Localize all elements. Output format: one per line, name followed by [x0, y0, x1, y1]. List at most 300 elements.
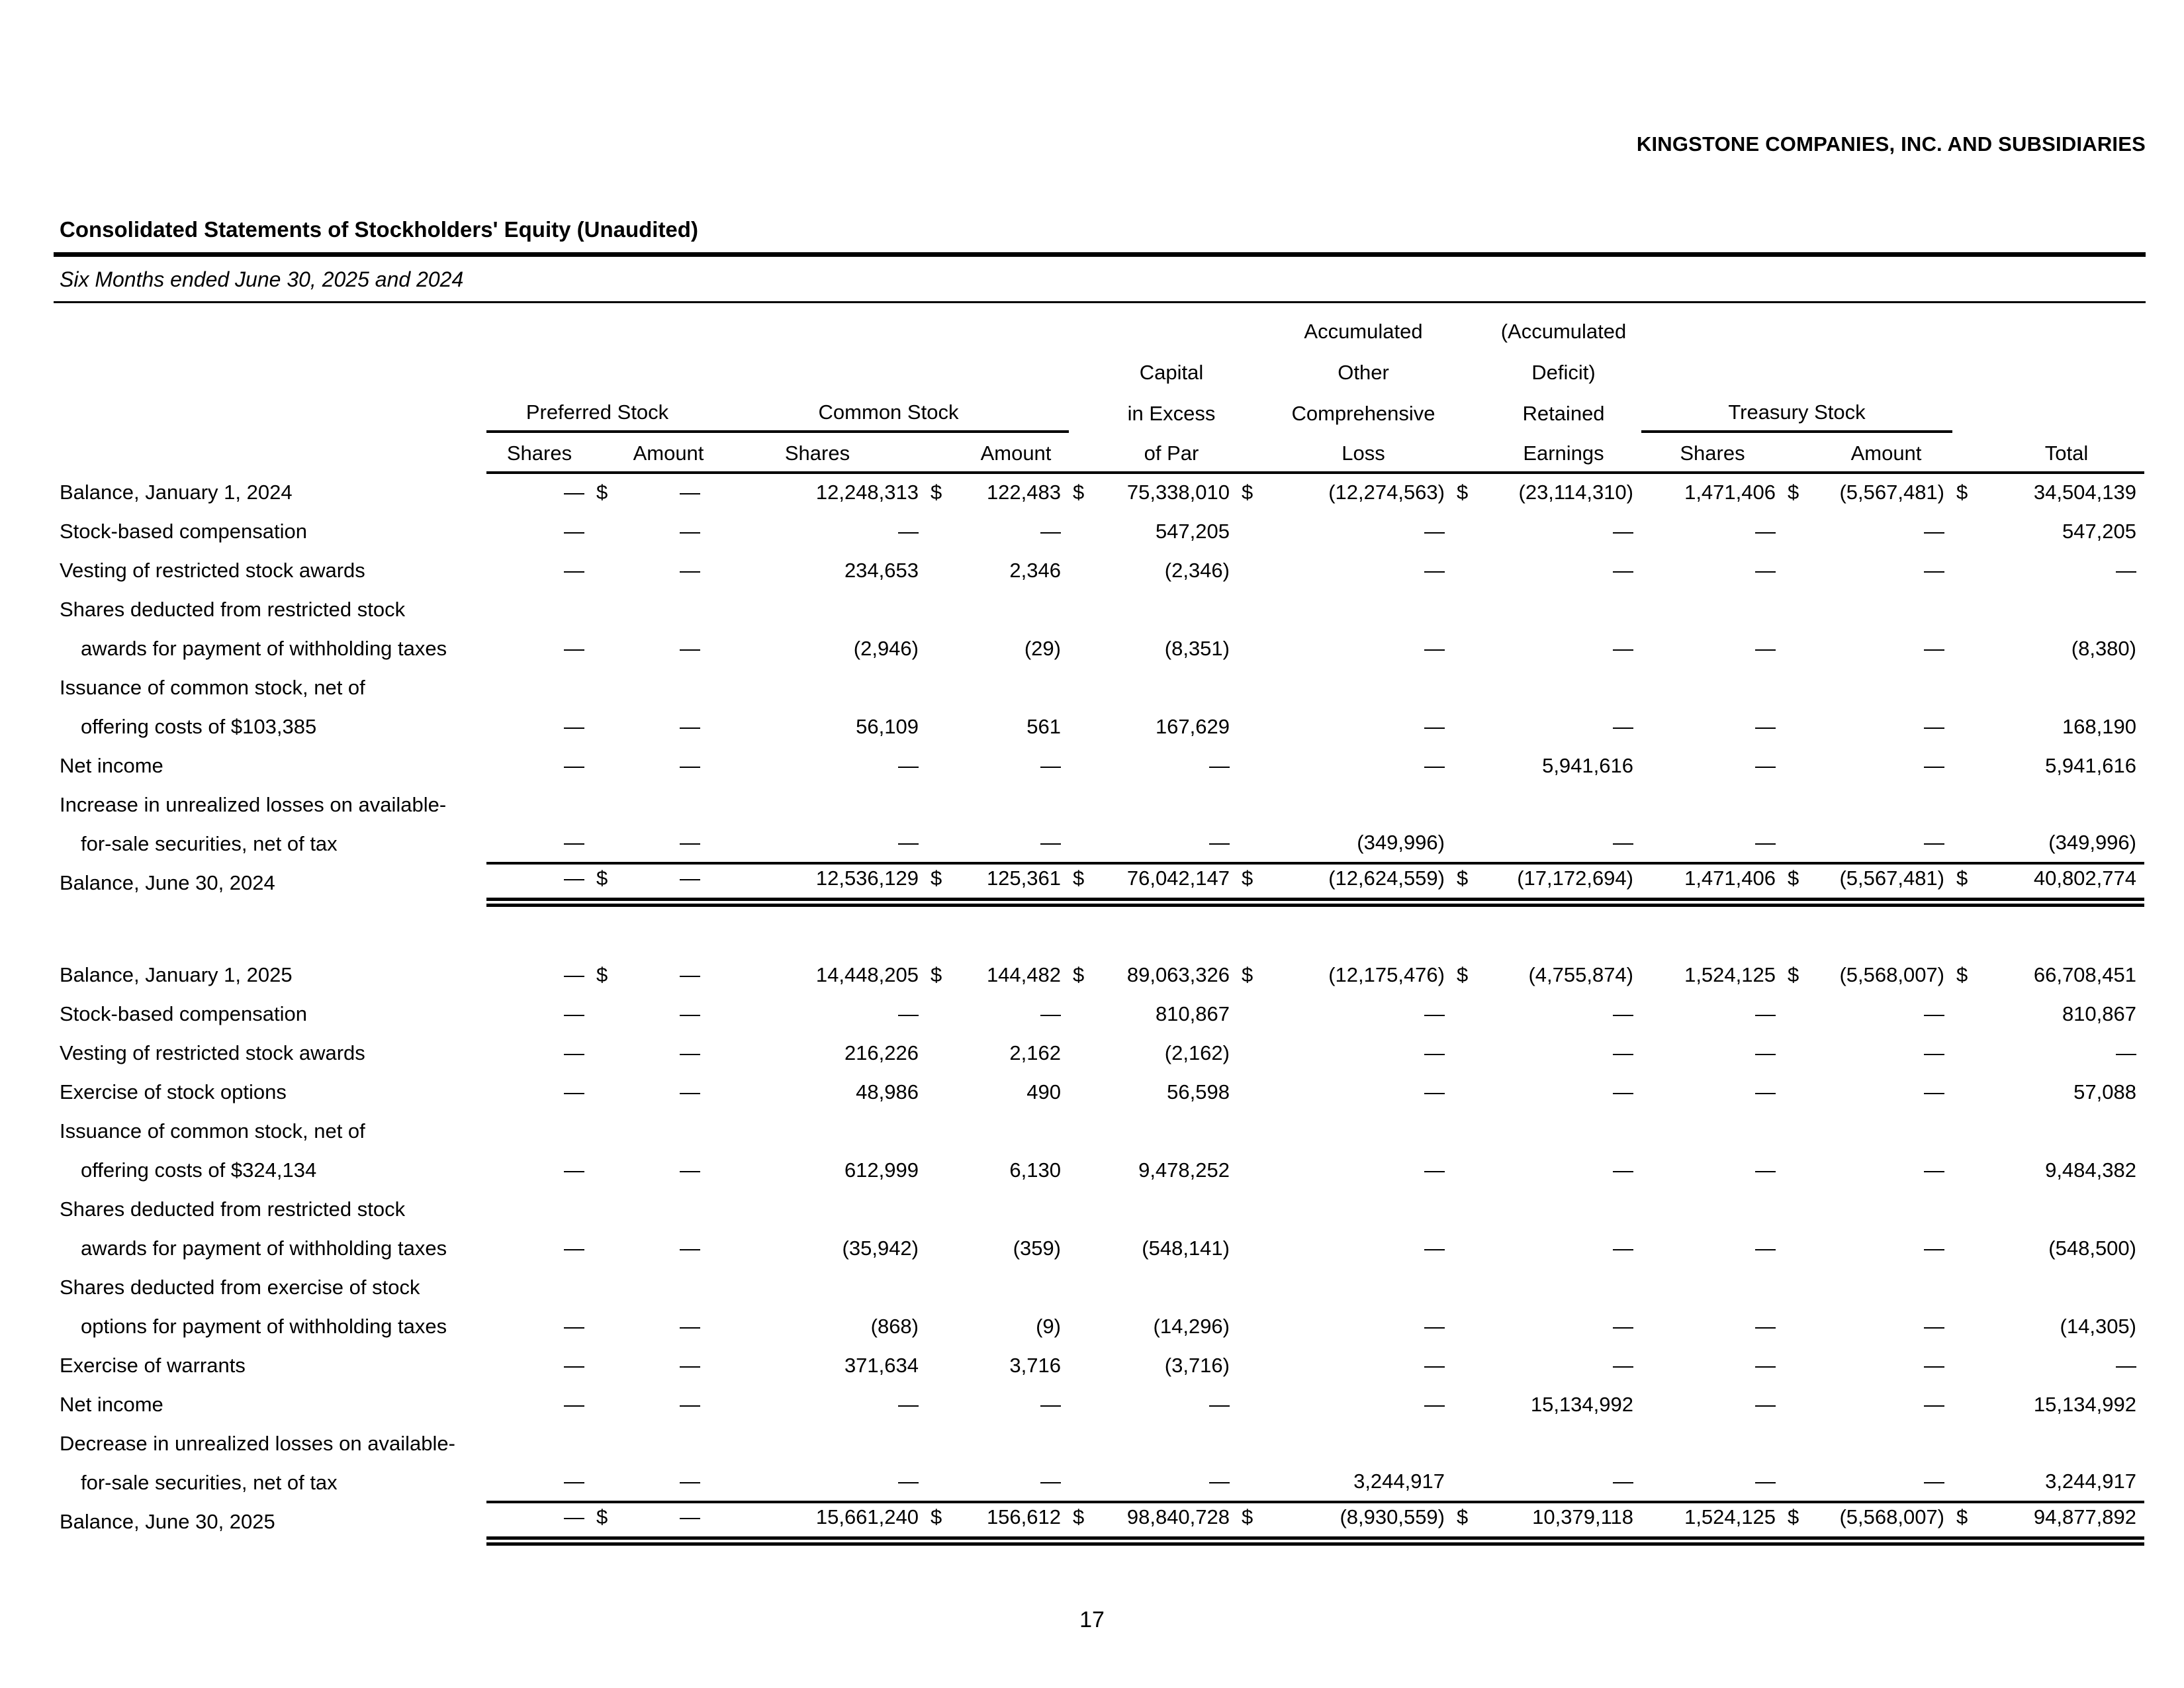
cell-value: —	[1924, 831, 1944, 854]
cell-value: —	[680, 754, 700, 777]
header-retained-line2: Deficit)	[1531, 361, 1596, 384]
row-label: for-sale securities, net of tax	[81, 832, 338, 855]
cell-value: —	[564, 1158, 584, 1182]
cell-value: —	[1424, 559, 1445, 582]
cell-value: (2,162)	[1164, 1041, 1230, 1064]
cell-value: (29)	[1024, 637, 1061, 660]
cell-currency	[1453, 1229, 1486, 1268]
cell-currency	[1238, 1229, 1274, 1268]
cell-value: 48,986	[856, 1080, 919, 1103]
cell-currency	[927, 1385, 963, 1424]
table-row	[60, 863, 2144, 902]
header-preferred-amount: Amount	[629, 432, 708, 473]
cell-value: —	[1040, 1002, 1061, 1025]
cell-value: —	[486, 863, 592, 902]
cell-currency	[1238, 1307, 1274, 1346]
cell-currency	[592, 1307, 629, 1346]
cell-value: 216,226	[844, 1041, 919, 1064]
cell-value: 14,448,205	[815, 963, 919, 986]
cell-currency	[592, 1385, 629, 1424]
cell-currency	[927, 629, 963, 668]
cell-value: —	[1613, 1080, 1633, 1103]
cell-value: —	[680, 1393, 700, 1416]
cell-currency	[927, 1033, 963, 1072]
cell-value: —	[1613, 559, 1633, 582]
cell-value: —	[898, 1470, 919, 1493]
cell-value: —	[1424, 1393, 1445, 1416]
cell-currency	[592, 1150, 629, 1190]
cell-currency	[1453, 1307, 1486, 1346]
cell-value: (8,930,559)	[1274, 1502, 1453, 1541]
row-label: Exercise of stock options	[60, 1080, 287, 1103]
cell-currency	[1784, 1150, 1820, 1190]
cell-currency	[592, 994, 629, 1033]
cell-value: 167,629	[1155, 715, 1230, 738]
cell-value: —	[898, 1393, 919, 1416]
row-label: Issuance of common stock, net of	[60, 1119, 365, 1143]
header-treasury-shares: Shares	[1641, 432, 1784, 473]
row-label: Net income	[60, 754, 163, 777]
cell-value: 547,205	[2062, 520, 2136, 543]
cell-currency	[592, 1072, 629, 1111]
cell-currency	[1784, 1385, 1820, 1424]
cell-currency	[1952, 1072, 1989, 1111]
cell-currency	[1784, 746, 1820, 785]
table-row	[60, 785, 2144, 824]
cell-currency	[927, 746, 963, 785]
cell-value: 76,042,147	[1105, 863, 1238, 902]
cell-value: —	[898, 520, 919, 543]
cell-value: —	[1613, 1354, 1633, 1377]
cell-currency	[1952, 994, 1989, 1033]
cell-currency: $	[1242, 963, 1253, 986]
cell-value: 34,504,139	[2033, 481, 2136, 504]
cell-value: —	[1924, 520, 1944, 543]
table-row	[60, 512, 2144, 551]
row-label: Issuance of common stock, net of	[60, 676, 365, 699]
header-capital-line3: of Par	[1105, 432, 1238, 473]
row-label: Stock-based compensation	[60, 520, 307, 543]
cell-currency	[1952, 1346, 1989, 1385]
cell-currency	[927, 1229, 963, 1268]
cell-currency	[592, 1033, 629, 1072]
table-row	[60, 590, 2144, 629]
cell-value: —	[1755, 1315, 1776, 1338]
table-row	[60, 1072, 2144, 1111]
cell-currency	[1238, 1150, 1274, 1190]
cell-value: 10,379,118	[1486, 1502, 1641, 1541]
cell-value: (14,296)	[1153, 1315, 1230, 1338]
cell-currency	[1453, 1150, 1486, 1190]
cell-currency	[927, 551, 963, 590]
cell-currency: $	[1952, 1502, 1989, 1541]
cell-value: 3,244,917	[2045, 1470, 2136, 1493]
cell-currency: $	[1784, 863, 1820, 902]
cell-value: —	[1613, 1158, 1633, 1182]
cell-value: 89,063,326	[1126, 963, 1230, 986]
header-retained-line3: Retained	[1522, 402, 1605, 425]
cell-currency: $	[1457, 481, 1469, 504]
cell-currency	[1238, 1033, 1274, 1072]
row-label: Stock-based compensation	[60, 1002, 307, 1025]
cell-currency	[1952, 551, 1989, 590]
cell-value: 9,478,252	[1138, 1158, 1230, 1182]
cell-value: 66,708,451	[2033, 963, 2136, 986]
cell-currency	[1784, 1229, 1820, 1268]
cell-currency	[927, 994, 963, 1033]
cell-value: —	[680, 481, 700, 504]
cell-value: —	[1755, 1237, 1776, 1260]
row-label: Increase in unrealized losses on available-	[60, 793, 447, 816]
cell-value: 547,205	[1155, 520, 1230, 543]
table-row	[60, 1229, 2144, 1268]
cell-currency	[1952, 1307, 1989, 1346]
cell-value: —	[1040, 1393, 1061, 1416]
cell-currency	[592, 551, 629, 590]
cell-value: —	[1924, 1315, 1944, 1338]
cell-currency: $	[1073, 481, 1085, 504]
cell-value: 1,524,125	[1684, 963, 1776, 986]
cell-value: 75,338,010	[1126, 481, 1230, 504]
header-common-stock-group: Common Stock	[708, 391, 1069, 432]
cell-currency	[1238, 1463, 1274, 1502]
row-label: awards for payment of withholding taxes	[81, 637, 447, 660]
table-row	[60, 994, 2144, 1033]
header-retained-line4: Earnings	[1486, 432, 1641, 473]
cell-currency	[1453, 746, 1486, 785]
cell-value: (359)	[1013, 1237, 1061, 1260]
cell-currency: $	[1784, 1502, 1820, 1541]
cell-value: —	[1755, 1354, 1776, 1377]
cell-currency: $	[1788, 963, 1799, 986]
header-row-3	[60, 391, 2144, 432]
cell-value: —	[1755, 715, 1776, 738]
cell-currency	[1952, 707, 1989, 746]
cell-value: (349,996)	[1357, 831, 1445, 854]
cell-value: 9,484,382	[2045, 1158, 2136, 1182]
cell-value: (17,172,694)	[1486, 863, 1641, 902]
page-number: 17	[1079, 1607, 1105, 1632]
cell-value: 57,088	[2073, 1080, 2136, 1103]
cell-value: —	[1424, 1354, 1445, 1377]
row-label: offering costs of $324,134	[81, 1158, 317, 1182]
cell-currency	[1453, 1463, 1486, 1502]
header-treasury-stock-group: Treasury Stock	[1641, 391, 1952, 432]
cell-currency	[1784, 629, 1820, 668]
cell-value: —	[1755, 559, 1776, 582]
row-label: Shares deducted from restricted stock	[60, 1197, 406, 1221]
cell-currency: $	[931, 963, 942, 986]
cell-value: 490	[1026, 1080, 1061, 1103]
cell-currency	[1784, 1033, 1820, 1072]
period-subtitle: Six Months ended June 30, 2025 and 2024	[60, 267, 464, 291]
cell-value: —	[564, 520, 584, 543]
cell-value: —	[564, 963, 584, 986]
cell-currency: $	[931, 481, 942, 504]
cell-value: —	[1424, 754, 1445, 777]
header-preferred-shares: Shares	[486, 432, 592, 473]
cell-currency	[927, 1307, 963, 1346]
row-label: offering costs of $103,385	[81, 715, 317, 738]
cell-value: —	[1924, 1041, 1944, 1064]
cell-currency	[1238, 707, 1274, 746]
cell-value: —	[1755, 754, 1776, 777]
cell-value: —	[564, 1002, 584, 1025]
cell-value: —	[1209, 831, 1230, 854]
table-row	[60, 1424, 2144, 1463]
cell-currency: $	[1238, 863, 1274, 902]
cell-currency: $	[1069, 1502, 1105, 1541]
cell-currency	[1952, 1229, 1989, 1268]
cell-value: —	[1755, 1080, 1776, 1103]
table-row	[60, 1268, 2144, 1307]
row-label: Shares deducted from exercise of stock	[60, 1276, 420, 1299]
row-label: Balance, January 1, 2025	[60, 963, 293, 986]
cell-value: (4,755,874)	[1528, 963, 1633, 986]
cell-value: —	[564, 1080, 584, 1103]
cell-value: —	[2116, 1041, 2136, 1064]
cell-value: 40,802,774	[1989, 863, 2144, 902]
table-row	[60, 1463, 2144, 1502]
cell-value: —	[1424, 1041, 1445, 1064]
cell-currency: $	[596, 481, 608, 504]
cell-value: 12,536,129	[708, 863, 927, 902]
cell-value: (14,305)	[2060, 1315, 2136, 1338]
cell-value: —	[1755, 1158, 1776, 1182]
cell-currency	[1952, 1150, 1989, 1190]
cell-value: —	[1924, 1470, 1944, 1493]
cell-currency	[1238, 551, 1274, 590]
cell-value: 561	[1026, 715, 1061, 738]
cell-value: —	[629, 863, 708, 902]
cell-value: —	[1424, 1080, 1445, 1103]
cell-value: —	[680, 1315, 700, 1338]
header-preferred-stock-group: Preferred Stock	[486, 391, 708, 432]
cell-value: —	[564, 1393, 584, 1416]
cell-value: —	[486, 1502, 592, 1541]
cell-currency	[592, 824, 629, 863]
cell-value: —	[1924, 637, 1944, 660]
cell-value: 122,483	[986, 481, 1061, 504]
cell-value: —	[1613, 520, 1633, 543]
table-row	[60, 1346, 2144, 1385]
table-row	[60, 551, 2144, 590]
cell-value: —	[1040, 754, 1061, 777]
cell-currency	[1069, 512, 1105, 551]
cell-currency	[1069, 1385, 1105, 1424]
table-header	[60, 308, 2144, 473]
cell-value: —	[1209, 1470, 1230, 1493]
cell-currency	[1784, 1307, 1820, 1346]
cell-currency	[1238, 824, 1274, 863]
cell-value: —	[564, 1354, 584, 1377]
cell-value: (5,567,481)	[1820, 863, 1952, 902]
cell-currency	[1952, 1385, 1989, 1424]
cell-value: —	[564, 1315, 584, 1338]
cell-value: —	[1613, 1315, 1633, 1338]
table-row	[60, 1307, 2144, 1346]
cell-currency	[592, 629, 629, 668]
cell-value: 234,653	[844, 559, 919, 582]
table-row	[60, 955, 2144, 994]
header-aoci-line4: Loss	[1274, 432, 1453, 473]
cell-currency	[1784, 707, 1820, 746]
cell-currency	[1952, 824, 1989, 863]
cell-value: —	[898, 1002, 919, 1025]
cell-value: 144,482	[986, 963, 1061, 986]
cell-value: —	[1613, 831, 1633, 854]
cell-value: —	[564, 1470, 584, 1493]
row-label: Exercise of warrants	[60, 1354, 246, 1377]
cell-currency	[1453, 1385, 1486, 1424]
cell-currency	[1238, 746, 1274, 785]
cell-currency	[1952, 1033, 1989, 1072]
cell-value: —	[564, 637, 584, 660]
cell-currency	[927, 1072, 963, 1111]
cell-value: 168,190	[2062, 715, 2136, 738]
cell-value: 125,361	[963, 863, 1069, 902]
cell-value: (548,141)	[1142, 1237, 1230, 1260]
cell-value: —	[1424, 520, 1445, 543]
cell-value: (868)	[870, 1315, 919, 1338]
cell-value: —	[680, 963, 700, 986]
cell-value: 2,162	[1009, 1041, 1061, 1064]
cell-currency	[592, 707, 629, 746]
cell-currency: $	[1069, 863, 1105, 902]
company-header: KINGSTONE COMPANIES, INC. AND SUBSIDIARIES	[1636, 132, 2146, 156]
cell-value: —	[680, 1158, 700, 1182]
cell-value: 3,244,917	[1353, 1470, 1445, 1493]
cell-value: (8,380)	[2071, 637, 2136, 660]
header-retained-line1: (Accumulated	[1500, 320, 1627, 343]
statement-content	[60, 217, 2146, 1546]
cell-currency	[1453, 707, 1486, 746]
cell-value: —	[1613, 637, 1633, 660]
cell-value: 15,134,992	[2033, 1393, 2136, 1416]
cell-currency	[592, 512, 629, 551]
cell-currency	[1069, 707, 1105, 746]
cell-value: —	[564, 1237, 584, 1260]
cell-value: (3,716)	[1164, 1354, 1230, 1377]
row-label: Decrease in unrealized losses on available-	[60, 1432, 455, 1455]
cell-currency: $	[927, 863, 963, 902]
cell-currency	[1952, 746, 1989, 785]
cell-value: —	[680, 637, 700, 660]
cell-currency: $	[592, 1502, 629, 1541]
row-label: Balance, June 30, 2024	[60, 871, 275, 894]
cell-currency	[1238, 1385, 1274, 1424]
cell-currency	[1238, 629, 1274, 668]
cell-value: 56,109	[856, 715, 919, 738]
cell-value: (349,996)	[2048, 831, 2136, 854]
cell-value: —	[1924, 1158, 1944, 1182]
row-label: for-sale securities, net of tax	[81, 1471, 338, 1494]
stockholders-equity-table	[60, 308, 2144, 1546]
cell-value: 810,867	[1155, 1002, 1230, 1025]
cell-value: —	[1424, 1237, 1445, 1260]
cell-value: —	[1613, 1470, 1633, 1493]
row-label: Shares deducted from restricted stock	[60, 598, 406, 621]
header-row-2	[60, 350, 2144, 391]
cell-value: 15,134,992	[1530, 1393, 1633, 1416]
cell-currency	[1069, 746, 1105, 785]
cell-currency	[1069, 551, 1105, 590]
cell-currency: $	[1453, 863, 1486, 902]
cell-currency	[927, 707, 963, 746]
table-row	[60, 707, 2144, 746]
cell-value: —	[1755, 520, 1776, 543]
cell-value: —	[680, 559, 700, 582]
cell-value: —	[1924, 1354, 1944, 1377]
cell-currency	[1453, 1346, 1486, 1385]
cell-value: —	[1424, 1315, 1445, 1338]
cell-value: 6,130	[1009, 1158, 1061, 1182]
cell-currency	[927, 1463, 963, 1502]
cell-currency	[1784, 1346, 1820, 1385]
cell-currency	[1952, 512, 1989, 551]
cell-value: —	[564, 715, 584, 738]
cell-currency: $	[1952, 863, 1989, 902]
table-row	[60, 1111, 2144, 1150]
table-row	[60, 629, 2144, 668]
cell-value: 1,524,125	[1641, 1502, 1784, 1541]
cell-value: —	[1924, 1393, 1944, 1416]
table-row	[60, 473, 2144, 512]
table-row	[60, 1502, 2144, 1541]
cell-value: 56,598	[1167, 1080, 1230, 1103]
cell-currency	[1784, 512, 1820, 551]
cell-value: (35,942)	[842, 1237, 919, 1260]
cell-currency: $	[1453, 1502, 1486, 1541]
row-label: options for payment of withholding taxes	[81, 1315, 447, 1338]
table-row	[60, 668, 2144, 707]
cell-value: 94,877,892	[1989, 1502, 2144, 1541]
cell-currency: $	[1073, 963, 1085, 986]
subtitle-rule	[54, 301, 2146, 303]
cell-value: —	[1040, 1470, 1061, 1493]
cell-currency	[592, 746, 629, 785]
cell-value: —	[680, 520, 700, 543]
cell-value: (8,351)	[1164, 637, 1230, 660]
cell-value: —	[1924, 754, 1944, 777]
header-capital-line2: in Excess	[1127, 402, 1216, 425]
cell-currency	[1238, 994, 1274, 1033]
row-label: Balance, June 30, 2025	[60, 1510, 275, 1533]
title-rule	[54, 252, 2146, 257]
cell-value: —	[564, 831, 584, 854]
cell-value: (9)	[1036, 1315, 1061, 1338]
cell-value: (12,624,559)	[1274, 863, 1453, 902]
row-label: Balance, January 1, 2024	[60, 481, 293, 504]
cell-currency	[1952, 1463, 1989, 1502]
cell-value: (12,274,563)	[1328, 481, 1445, 504]
cell-value: —	[1040, 831, 1061, 854]
cell-currency	[1069, 824, 1105, 863]
row-label: Net income	[60, 1393, 163, 1416]
cell-value: 98,840,728	[1105, 1502, 1238, 1541]
cell-value: 3,716	[1009, 1354, 1061, 1377]
cell-currency	[1069, 1463, 1105, 1502]
cell-value: 1,471,406	[1641, 863, 1784, 902]
cell-value: —	[1424, 637, 1445, 660]
cell-value: —	[564, 481, 584, 504]
cell-value: (548,500)	[2048, 1237, 2136, 1260]
cell-value: —	[564, 559, 584, 582]
cell-value: —	[680, 1237, 700, 1260]
cell-value: —	[1924, 1237, 1944, 1260]
cell-currency	[1069, 1150, 1105, 1190]
cell-value: —	[1424, 715, 1445, 738]
